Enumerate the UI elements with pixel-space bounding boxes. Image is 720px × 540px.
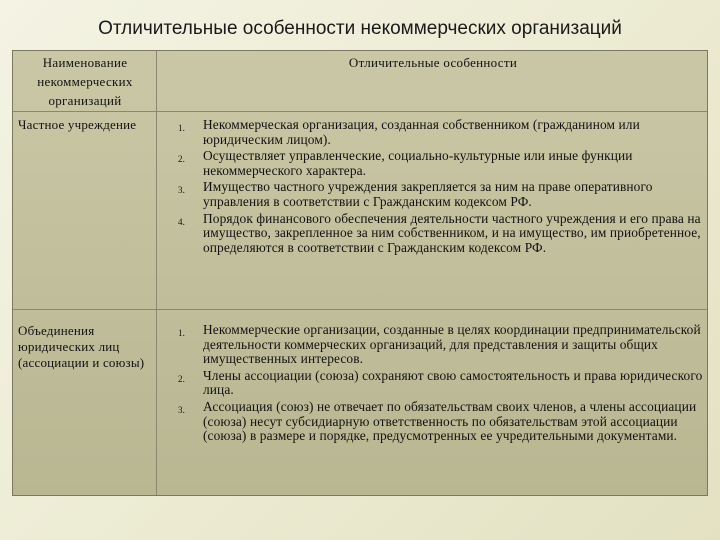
list-item xyxy=(163,400,703,444)
item-text: Члены ассоциации (союза) сохраняют свою самостоятельность и права юридического лица. xyxy=(203,367,703,398)
item-text: Некоммерческая организация, созданная собственником (гражданином или юридическим лицом). xyxy=(203,117,640,147)
item-number: 2. xyxy=(178,154,185,165)
list-item xyxy=(163,118,703,147)
item-text: Некоммерческие организации, созданные в целях координации предпринимательской деятельности коммерческих организаций, для представления и защиты общих имущественных интересов. xyxy=(203,322,701,367)
item-number: 3. xyxy=(178,404,185,415)
item-number: 4. xyxy=(178,216,185,227)
row-name-associations: Объединения юридических лиц (ассоциации и союзы) xyxy=(18,323,145,370)
list-item xyxy=(163,180,703,209)
header-divider xyxy=(13,111,707,112)
features-table xyxy=(12,50,708,496)
page-title: Отличительные особенности некоммерческих организаций xyxy=(98,18,622,39)
row-items-associations xyxy=(163,323,703,444)
item-number: 1. xyxy=(178,328,185,338)
header-name: Наименование некоммерческих организаций xyxy=(37,55,133,108)
item-text: Ассоциация (союз) не отвечает по обязательствам своих членов, а члены ассоциации (союза) несут субсидиарную ответственность по обязательствам этой ассоциации (союза) в размере и порядке, предусмотренных ее учредительными документами. xyxy=(203,398,697,444)
item-text: Имущество частного учреждения закрепляется за ним на праве оперативного управления в соответствии с Гражданским кодексом РФ. xyxy=(203,179,653,209)
list-item xyxy=(163,212,703,256)
row-divider xyxy=(13,309,707,310)
item-number: 3. xyxy=(178,185,185,196)
list-item xyxy=(163,149,703,178)
list-item xyxy=(163,323,703,367)
header-features: Отличительные особенности xyxy=(348,55,518,70)
list-item xyxy=(163,369,703,398)
row-name-private-institution: Частное учреждение xyxy=(18,117,137,132)
item-text: Порядок финансового обеспечения деятельности частного учреждения и его права на имущество, закрепленное за ним собственником, и на имущество, им приобретенное, определяются в соответствии с Гражданским кодексом РФ. xyxy=(203,210,701,255)
item-text: Осуществляет управленческие, социально-культурные или иные функции некоммерческого характера. xyxy=(203,148,633,178)
row-items-private-institution xyxy=(163,118,703,255)
column-divider xyxy=(156,51,157,495)
item-number: 2. xyxy=(178,373,185,384)
item-number: 1. xyxy=(178,123,185,133)
